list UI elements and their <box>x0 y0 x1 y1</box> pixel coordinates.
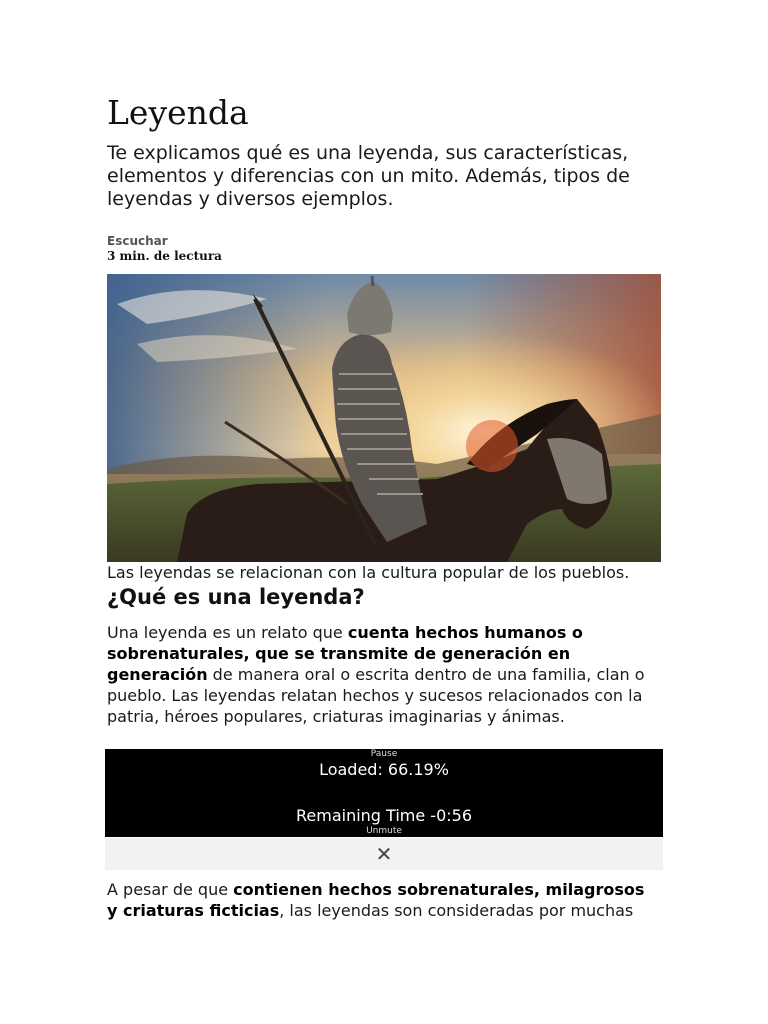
paragraph-text: Una leyenda es un relato que <box>107 623 348 642</box>
warrior-on-horse-illustration <box>107 274 661 562</box>
hero-image <box>107 274 661 562</box>
listen-link[interactable]: Escuchar <box>107 234 168 248</box>
article-intro: Te explicamos qué es una leyenda, sus características, elementos y diferencias con un mito. Además, tipos de leyendas y diversos ejemplos. <box>107 142 630 210</box>
paragraph-text: de manera oral o escrita dentro de una familia, clan o pueblo. Las leyendas relatan hechos y sucesos relacionados con la patria, héroes populares, criaturas imaginarias y ánimas. <box>107 665 645 726</box>
unmute-button[interactable]: Unmute <box>366 826 402 836</box>
loaded-status: Loaded: 66.19% <box>319 760 449 779</box>
paragraph-bold-text: cuenta hechos humanos o sobrenaturales, que se transmite de generación en generación <box>107 623 583 684</box>
paragraph-text: , las leyendas son consideradas por muchas <box>279 901 634 920</box>
remaining-time: Remaining Time -0:56 <box>296 806 472 825</box>
article-title: Leyenda <box>107 93 249 132</box>
paragraph-definition <box>107 622 655 727</box>
image-caption: Las leyendas se relacionan con la cultura popular de los pueblos. <box>107 563 630 582</box>
paragraph-continued <box>107 879 655 921</box>
read-time: 3 min. de lectura <box>107 249 222 263</box>
paragraph-text: A pesar de que <box>107 880 234 899</box>
close-icon[interactable]: ✕ <box>375 842 393 866</box>
pause-button[interactable]: Pause <box>370 749 398 759</box>
player-close-bar <box>105 838 663 870</box>
paragraph-bold-text: contienen hechos sobrenaturales, milagrosos y criaturas ficticias <box>107 880 645 920</box>
video-player[interactable] <box>105 749 663 837</box>
section-heading: ¿Qué es una leyenda? <box>107 585 365 609</box>
